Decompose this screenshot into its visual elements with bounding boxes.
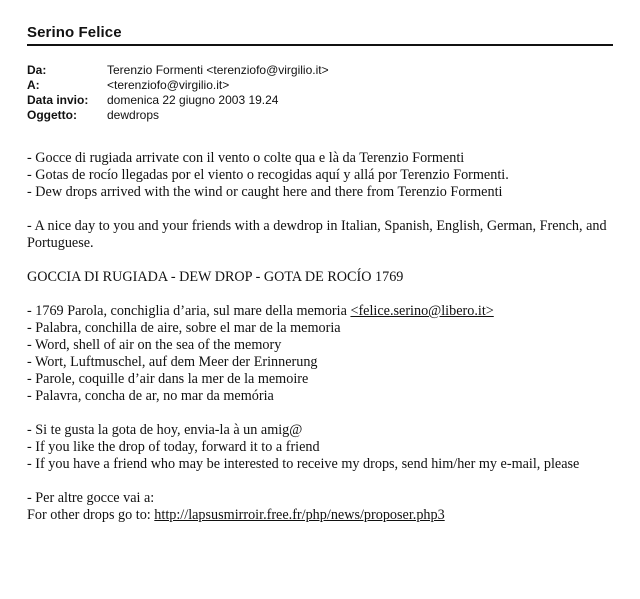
share-line: - If you like the drop of today, forward it to a friend: [27, 439, 320, 455]
other-drops-en: [27, 507, 627, 524]
drop-line-text: - 1769 Parola, conchiglia d’aria, sul mare della memoria: [27, 303, 351, 319]
header-subject: [27, 108, 329, 123]
drop-line: [27, 303, 627, 320]
drop-line: - Palavra, concha de ar, no mar da memória: [27, 388, 274, 404]
intro-line: - Gocce di rugiada arrivate con il vento o colte qua e là da Terenzio Formenti: [27, 150, 465, 166]
drop-line: - Parole, coquille d’air dans la mer de la memoire: [27, 371, 309, 387]
sender-name: Serino Felice: [27, 24, 122, 41]
other-drops-label: For other drops go to:: [27, 507, 155, 523]
share-line: - If you have a friend who may be interested to receive my drops, send him/her my e-mail, please: [27, 456, 580, 472]
intro-line: - Gotas de rocío llegadas por el viento o recogidas aquí y allá por Terenzio Formenti.: [27, 167, 509, 183]
header-divider: [27, 44, 613, 46]
other-drops-it: - Per altre gocce vai a:: [27, 490, 155, 506]
other-drops-link[interactable]: http://lapsusmirroir.free.fr/php/news/proposer.php3: [154, 507, 445, 523]
share-line: - Si te gusta la gota de hoy, envia-la à un amig@: [27, 422, 303, 438]
header-label: A:: [27, 78, 40, 92]
header-date: [27, 93, 329, 108]
drop-line: - Word, shell of air on the sea of the memory: [27, 337, 282, 353]
greeting-paragraph: - A nice day to you and your friends with a dewdrop in Italian, Spanish, English, German, French, and Portuguese.: [27, 218, 607, 251]
header-value: <terenziofo@virgilio.it>: [107, 78, 230, 92]
header-value: Terenzio Formenti <terenziofo@virgilio.it>: [107, 63, 329, 77]
header-label: Da:: [27, 63, 47, 77]
intro-line: - Dew drops arrived with the wind or caught here and there from Terenzio Formenti: [27, 184, 503, 200]
header-label: Data invio:: [27, 93, 89, 107]
email-link[interactable]: <felice.serino@libero.it>: [350, 303, 494, 319]
header-label: Oggetto:: [27, 108, 77, 122]
email-body: [27, 150, 627, 524]
header-to: [27, 78, 329, 93]
header-from: [27, 63, 329, 78]
drop-title: GOCCIA DI RUGIADA - DEW DROP - GOTA DE ROCÍO 1769: [27, 269, 404, 285]
header-value: domenica 22 giugno 2003 19.24: [107, 93, 279, 107]
drop-line: - Palabra, conchilla de aire, sobre el mar de la memoria: [27, 320, 341, 336]
header-value: dewdrops: [107, 108, 160, 122]
drop-line: - Wort, Luftmuschel, auf dem Meer der Erinnerung: [27, 354, 318, 370]
email-headers: [27, 63, 329, 123]
